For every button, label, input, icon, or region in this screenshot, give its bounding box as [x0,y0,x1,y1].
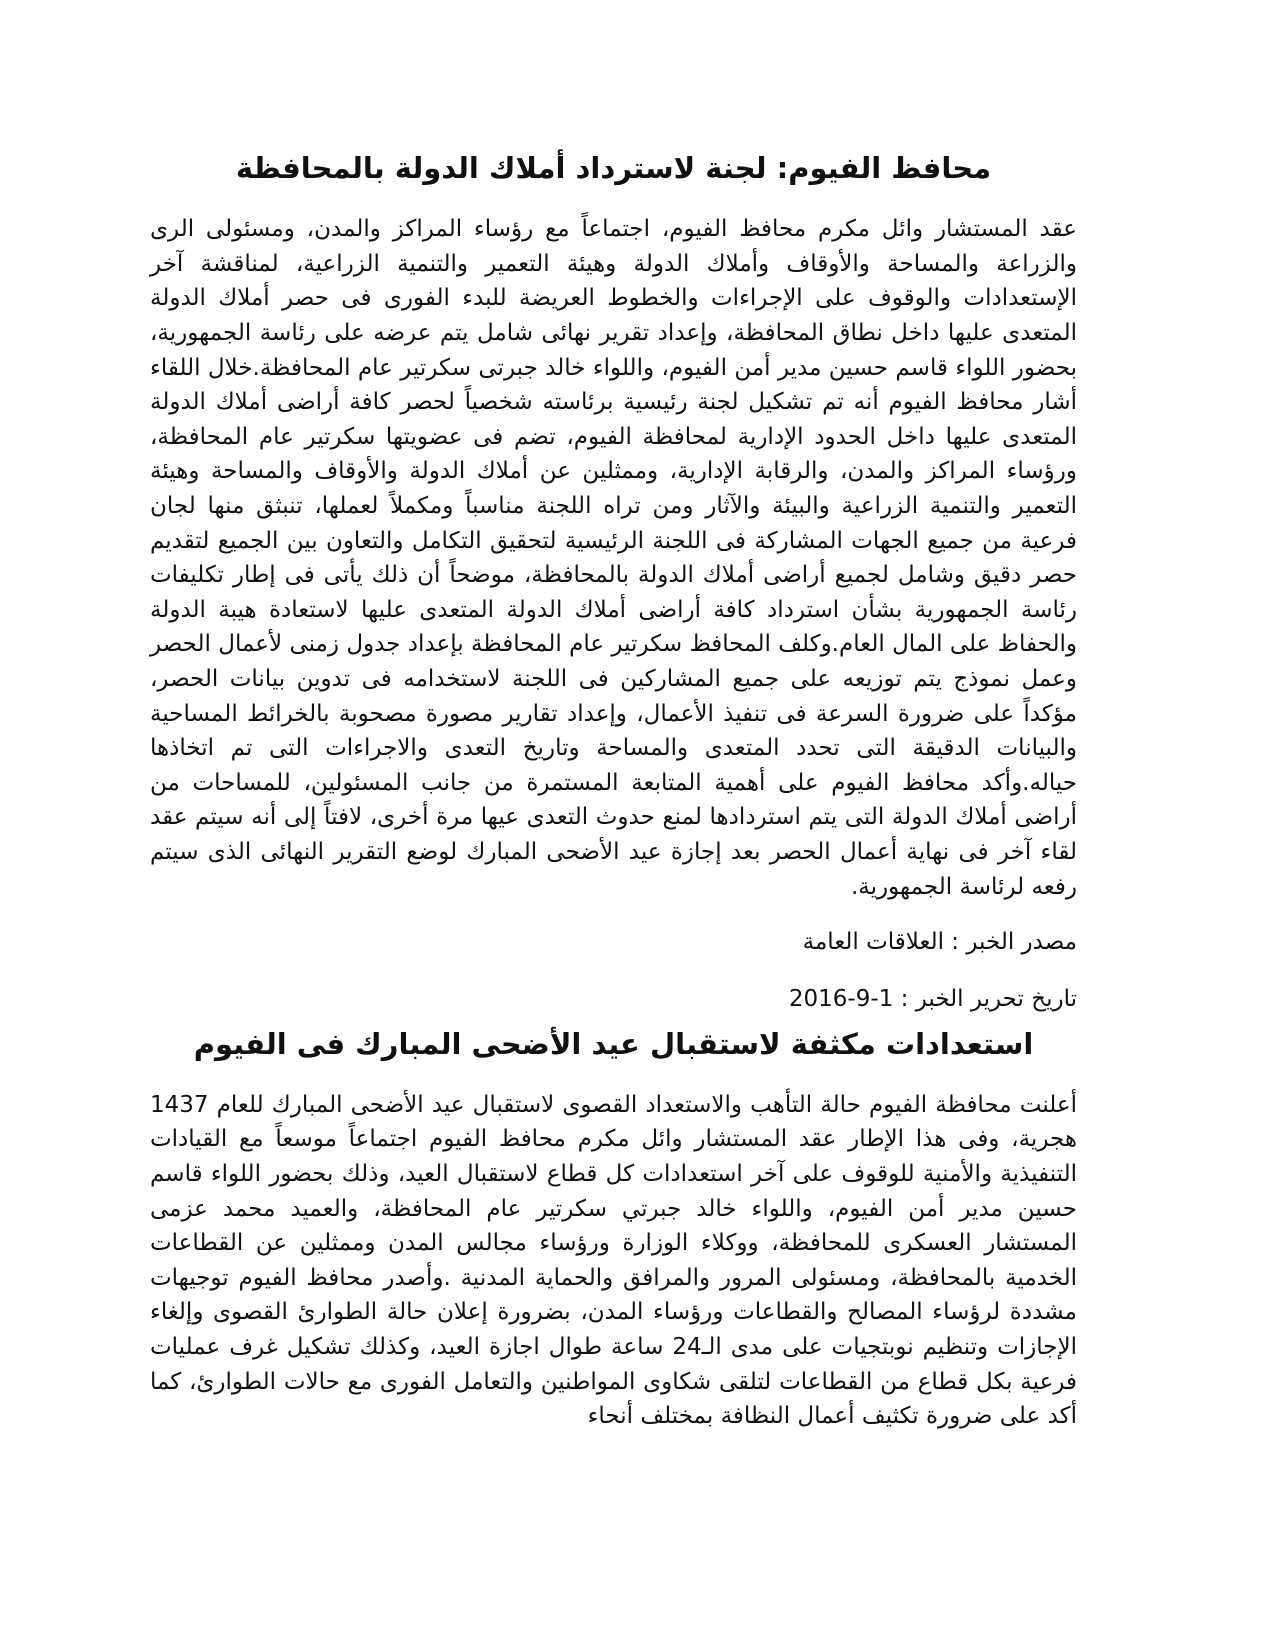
article-2-title: استعدادات مكثفة لاستقبال عيد الأضحى المبارك فى الفيوم [193,1026,1034,1061]
article-1-source: مصدر الخبر : العلاقات العامة [802,929,1077,956]
article-1-body: عقد المستشار وائل مكرم محافظ الفيوم، اجتماعاً مع رؤساء المراكز والمدن، ومسئولى الرى والزراعة والمساحة والأوقاف وأملاك الدولة وهيئة التعمير والتنمية الزراعية، لمناقشة آخر الإستعدادات والوقوف على الإجراءات والخطوط العريضة للبدء الفورى فى حصر أملاك الدولة المتعدى عليها داخل نطاق المحافظة، وإعداد تقرير نهائى شامل يتم عرضه على رئاسة الجمهورية، بحضور اللواء قاسم حسين مدير أمن الفيوم، واللواء خالد جبرتى سكرتير عام المحافظة.خلال اللقاء أشار محافظ الفيوم أنه تم تشكيل لجنة رئيسية برئاسته شخصياً لحصر كافة أراضى أملاك الدولة المتعدى عليها داخل الحدود الإدارية لمحافظة الفيوم، تضم فى عضويتها سكرتير عام المحافظة، ورؤساء المراكز والمدن، والرقابة الإدارية، وممثلين عن أملاك الدولة والأوقاف والمساحة وهيئة التعمير والتنمية الزراعية والبيئة والآثار ومن تراه اللجنة مناسباً ومكملاً لعملها، تنبثق منها لجان فرعية من جميع الجهات المشاركة فى اللجنة الرئيسية لتحقيق التكامل والتعاون بين الجميع لتقديم حصر دقيق وشامل لجميع أراضى أملاك الدولة بالمحافظة، موضحاً أن ذلك يأتى فى إطار تكليفات رئاسة الجمهورية بشأن استرداد كافة أراضى أملاك الدولة المتعدى عليها لاستعادة هيبة الدولة والحفاظ على المال العام.وكلف المحافظ سكرتير عام المحافظة بإعداد جدول زمنى لأعمال الحصر وعمل نموذج يتم توزيعه على جميع المشاركين فى اللجنة لاستخدامه فى تدوين بيانات الحصر، مؤكداً على ضرورة السرعة فى تنفيذ الأعمال، وإعداد تقارير مصورة مصحوبة بالخرائط المساحية والبيانات الدقيقة التى تحدد المتعدى والمساحة وتاريخ التعدى والاجراءات التى تم اتخاذها حياله.وأكد محافظ الفيوم على أهمية المتابعة المستمرة من جانب المسئولين، للمساحات من أراضى أملاك الدولة التى يتم استردادها لمنع حدوث التعدى عيها مرة أخرى، لافتاً إلى أنه سيتم عقد لقاء آخر فى نهاية أعمال الحصر بعد إجازة عيد الأضحى المبارك لوضع التقرير النهائى الذى سيتم رفعه لرئاسة الجمهورية. [150,216,1077,900]
article-2-body: أعلنت محافظة الفيوم حالة التأهب والاستعداد القصوى لاستقبال عيد الأضحى المبارك للعام 1437 هجرية، وفى هذا الإطار عقد المستشار وائل مكرم محافظ الفيوم اجتماعاً موسعاً مع القيادات التنفيذية والأمنية للوقوف على آخر استعدادات كل قطاع لاستقبال العيد، وذلك بحضور اللواء قاسم حسين مدير أمن الفيوم، واللواء خالد جبرتي سكرتير عام المحافظة، والعميد محمد عزمى المستشار العسكرى للمحافظة، ووكلاء الوزارة ورؤساء مجالس المدن وممثلين عن القطاعات الخدمية بالمحافظة، ومسئولى المرور والمرافق والحماية المدنية .وأصدر محافظ الفيوم توجيهات مشددة لرؤساء المصالح والقطاعات ورؤساء المدن، بضرورة إعلان حالة الطوارئ القصوى وإلغاء الإجازات وتنظيم نوبتجيات على مدى الـ24 ساعة طوال اجازة العيد، وكذلك تشكيل غرف عمليات فرعية بكل قطاع من القطاعات لتلقى شكاوى المواطنين والتعامل الفورى مع حالات الطوارئ، كما أكد على ضرورة تكثيف أعمال النظافة بمختلف أنحاء [150,1091,1077,1430]
article-1-date: تاريخ تحرير الخبر : 1-9-2016 [788,985,1077,1012]
article-1-title: محافظ الفيوم: لجنة لاسترداد أملاك الدولة بالمحافظة [235,151,992,185]
